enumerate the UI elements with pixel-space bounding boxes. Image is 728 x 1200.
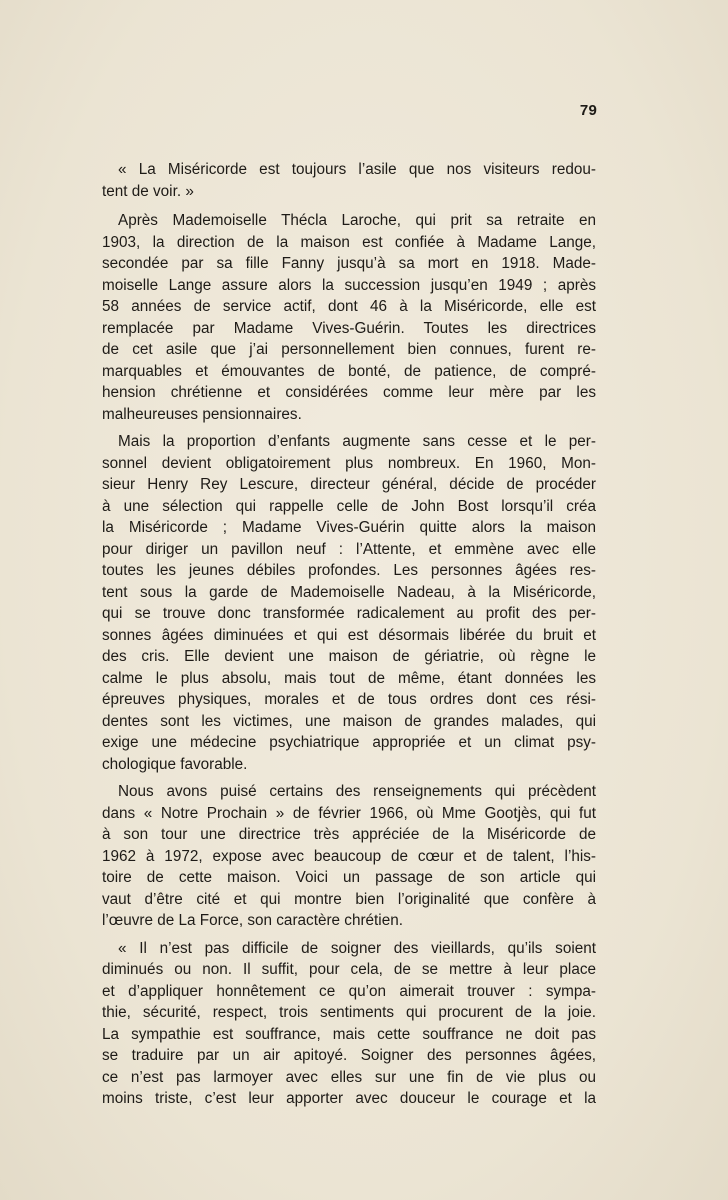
paragraph-1	[102, 159, 596, 202]
text-line: 1903, la direction de la maison est confiée à Madame Lange,	[102, 233, 596, 251]
text-line: La sympathie est souffrance, mais cette souffrance ne doit pas	[102, 1025, 596, 1043]
text-line: exige une médecine psychiatrique appropriée et un climat psy-	[102, 734, 596, 751]
text-line: chologique favorable.	[102, 755, 248, 773]
paragraph-5	[102, 938, 596, 1110]
text-line: toire de cette maison. Voici un passage de son article qui	[102, 869, 596, 886]
text-line: pour diriger un pavillon neuf : l’Attente, et emmène avec elle	[102, 540, 596, 558]
text-line: à une sélection qui rappelle celle de John Bost lorsqu’il créa	[102, 497, 596, 515]
text-line: moins triste, c’est leur apporter avec douceur le courage et la	[102, 1090, 596, 1107]
text-line: calme le plus absolu, mais tout de même, étant données les	[102, 669, 596, 687]
text-line: des cris. Elle devient une maison de gériatrie, où règne le	[102, 648, 596, 665]
text-line: tent de voir. »	[102, 182, 194, 200]
text-line: toutes les jeunes débiles profondes. Les personnes âgées res-	[102, 562, 596, 579]
text-line: sonnes âgées diminuées et qui est désormais libérée du bruit et	[102, 626, 596, 644]
body-text	[102, 159, 596, 1116]
paragraph-4	[102, 781, 596, 932]
text-line: se traduire par un air apitoyé. Soigner des personnes âgées,	[102, 1047, 596, 1064]
text-line: Nous avons puisé certains des renseignements qui précèdent	[118, 783, 596, 800]
text-line: à son tour une directrice très appréciée de la Miséricorde de	[102, 826, 596, 843]
text-line: qui se trouve donc transformée radicalement au profit des per-	[102, 605, 596, 622]
page-number: 79	[579, 102, 597, 119]
paragraph-3	[102, 431, 596, 775]
text-line: Après Mademoiselle Thécla Laroche, qui prit sa retraite en	[118, 212, 596, 229]
text-line: « Il n’est pas difficile de soigner des vieillards, qu’ils soient	[118, 939, 596, 957]
text-line: hension chrétienne et considérées comme leur mère par les	[102, 384, 596, 401]
text-line: diminués ou non. Il suffit, pour cela, de se mettre à leur place	[102, 961, 596, 978]
text-line: malheureuses pensionnaires.	[102, 405, 302, 423]
text-line: tent sous la garde de Mademoiselle Nadeau, à la Miséricorde,	[102, 583, 596, 601]
text-line: vaut d’être cité et qui montre bien l’originalité que confère à	[102, 890, 596, 908]
text-line: et d’appliquer honnêtement ce qu’on aimerait trouver : sympa-	[102, 982, 596, 1000]
text-line: de cet asile que j’ai personnellement bien connues, furent re-	[102, 341, 596, 358]
text-line: sonnel devient obligatoirement plus nombreux. En 1960, Mon-	[102, 454, 596, 472]
text-line: dentes sont les victimes, une maison de grandes malades, qui	[102, 712, 596, 730]
text-line: la Miséricorde ; Madame Vives-Guérin quitte alors la maison	[102, 519, 596, 536]
text-line: sieur Henry Rey Lescure, directeur général, décide de procéder	[102, 476, 596, 493]
text-line: marquables et émouvantes de bonté, de patience, de compré-	[102, 362, 596, 380]
text-line: ce n’est pas larmoyer avec elles sur une fin de vie plus ou	[102, 1068, 596, 1086]
text-line: secondée par sa fille Fanny jusqu’à sa mort en 1918. Made-	[102, 255, 596, 272]
text-line: l’œuvre de La Force, son caractère chrétien.	[102, 912, 403, 929]
text-line: 58 années de service actif, dont 46 à la Miséricorde, elle est	[102, 298, 596, 315]
text-line: remplacée par Madame Vives-Guérin. Toutes les directrices	[102, 319, 596, 337]
text-line: Mais la proportion d’enfants augmente sans cesse et le per-	[118, 433, 596, 450]
text-line: « La Miséricorde est toujours l’asile que nos visiteurs redou-	[118, 161, 596, 178]
text-line: thie, sécurité, respect, trois sentiments qui procurent de la joie.	[102, 1004, 596, 1021]
text-line: moiselle Lange assure alors la succession jusqu’en 1949 ; après	[102, 276, 596, 294]
paragraph-2	[102, 210, 596, 425]
text-line: dans « Notre Prochain » de février 1966, où Mme Gootjès, qui fut	[102, 804, 596, 822]
text-line: épreuves physiques, morales et de tous ordres dont ces rési-	[102, 691, 596, 708]
text-line: 1962 à 1972, expose avec beaucoup de cœur et de talent, l’his-	[102, 847, 596, 865]
